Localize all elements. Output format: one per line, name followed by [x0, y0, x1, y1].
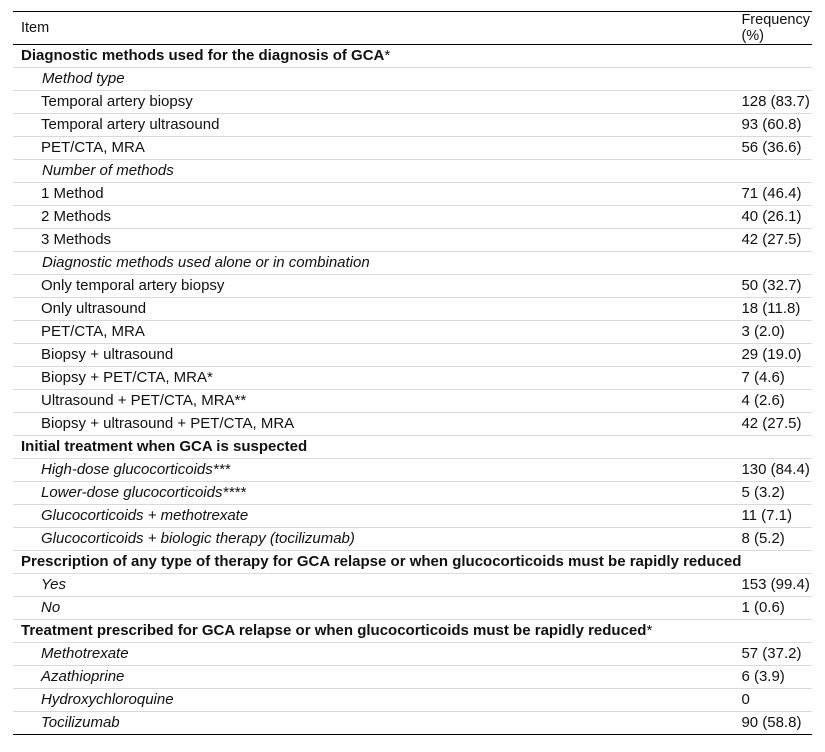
- subheader-row: [13, 160, 812, 183]
- frequency-cell: 71 (46.4): [741, 185, 802, 202]
- table-row: [13, 482, 812, 505]
- item-label: Diagnostic methods used for the diagnosis of GCA: [21, 47, 385, 64]
- item-label: High-dose glucocorticoids***: [41, 461, 231, 478]
- item-label: 2 Methods: [41, 208, 112, 225]
- item-label: 1 Method: [41, 185, 104, 202]
- table-row: [13, 91, 812, 114]
- table-row: [13, 298, 812, 321]
- frequency-cell: 0: [741, 691, 750, 708]
- item-label: Only ultrasound: [41, 300, 147, 317]
- frequency-cell: 153 (99.4): [741, 576, 810, 593]
- item-cell: [13, 390, 741, 413]
- frequency-cell: 29 (19.0): [741, 346, 802, 363]
- item-cell: [13, 413, 741, 436]
- item-cell: [13, 298, 741, 321]
- item-label: Number of methods: [42, 162, 174, 179]
- item-label: Yes: [41, 576, 67, 593]
- frequency-cell: 8 (5.2): [741, 530, 785, 547]
- item-cell: [13, 252, 741, 275]
- frequency-cell: 42 (27.5): [741, 231, 802, 248]
- item-cell: [13, 643, 741, 666]
- frequency-cell: 93 (60.8): [741, 116, 802, 133]
- table-row: [13, 321, 812, 344]
- table-row: [13, 666, 812, 689]
- item-label: Temporal artery ultrasound: [41, 116, 220, 133]
- table-row: [13, 574, 812, 597]
- item-label: PET/CTA, MRA: [41, 139, 145, 156]
- table-row: [13, 413, 812, 436]
- frequency-cell: 56 (36.6): [741, 139, 802, 156]
- frequency-cell: [741, 252, 812, 275]
- item-cell: [13, 344, 741, 367]
- table-row: [13, 367, 812, 390]
- table-row: [13, 137, 812, 160]
- table-row: [13, 505, 812, 528]
- table-row: [13, 275, 812, 298]
- item-cell: [13, 91, 741, 114]
- item-cell: [13, 620, 741, 643]
- item-cell: [13, 229, 741, 252]
- table-row: [13, 597, 812, 620]
- frequency-cell: 5 (3.2): [741, 484, 785, 501]
- item-cell: [13, 436, 741, 459]
- table-row: [13, 643, 812, 666]
- item-cell: [13, 505, 741, 528]
- table-row: [13, 390, 812, 413]
- table-row: [13, 459, 812, 482]
- item-cell: [13, 275, 741, 298]
- item-label: Only temporal artery biopsy: [41, 277, 225, 294]
- frequency-cell: 11 (7.1): [741, 507, 793, 524]
- item-label: Biopsy + PET/CTA, MRA*: [41, 369, 213, 386]
- item-cell: [13, 666, 741, 689]
- frequency-cell: 40 (26.1): [741, 208, 802, 225]
- table-header: [13, 12, 812, 45]
- item-cell: [13, 367, 741, 390]
- table-row: [13, 114, 812, 137]
- item-cell: [13, 574, 741, 597]
- table-row: [13, 183, 812, 206]
- frequency-cell: 3 (2.0): [741, 323, 785, 340]
- item-label: Biopsy + ultrasound + PET/CTA, MRA: [41, 415, 295, 432]
- frequency-cell: 42 (27.5): [741, 415, 802, 432]
- frequency-cell: 130 (84.4): [741, 461, 810, 478]
- footnote-mark: *: [384, 47, 391, 64]
- item-cell: [13, 137, 741, 160]
- item-label: Methotrexate: [41, 645, 129, 662]
- table-row: [13, 229, 812, 252]
- frequency-cell: 90 (58.8): [741, 714, 802, 731]
- table-row: [13, 712, 812, 735]
- section-header-row: [13, 551, 812, 574]
- frequency-cell: [741, 68, 812, 91]
- item-cell: [13, 597, 741, 620]
- table-row: [13, 206, 812, 229]
- item-label: Prescription of any type of therapy for GCA relapse or when glucocorticoids must be rapidly reduced: [21, 553, 742, 570]
- item-cell: [13, 689, 741, 712]
- item-label: Lower-dose glucocorticoids****: [41, 484, 246, 501]
- table-row: [13, 528, 812, 551]
- section-header-row: [13, 436, 812, 459]
- subheader-row: [13, 252, 812, 275]
- frequency-cell: [741, 436, 812, 459]
- frequency-cell: 1 (0.6): [741, 599, 785, 616]
- item-label: PET/CTA, MRA: [41, 323, 145, 340]
- section-header-row: [13, 620, 812, 643]
- item-label: Glucocorticoids + biologic therapy (tocilizumab): [41, 530, 355, 547]
- footnote-mark: *: [646, 622, 653, 639]
- item-cell: [13, 206, 741, 229]
- item-label: No: [41, 599, 61, 616]
- table-body: [13, 45, 812, 735]
- frequency-cell: 50 (32.7): [741, 277, 802, 294]
- item-column-header: Item: [21, 20, 50, 36]
- frequency-cell: [741, 620, 812, 643]
- frequency-cell: 18 (11.8): [741, 300, 801, 317]
- item-cell: [13, 183, 741, 206]
- item-cell: [13, 528, 741, 551]
- item-cell: [13, 160, 741, 183]
- frequency-cell: 7 (4.6): [741, 369, 785, 386]
- frequency-cell: [741, 160, 812, 183]
- item-label: Temporal artery biopsy: [41, 93, 193, 110]
- item-label: Method type: [42, 70, 125, 87]
- item-label: Initial treatment when GCA is suspected: [21, 438, 308, 455]
- item-cell: [13, 114, 741, 137]
- item-cell: [13, 321, 741, 344]
- item-label: Hydroxychloroquine: [41, 691, 174, 708]
- frequency-table: [13, 11, 812, 735]
- subheader-row: [13, 68, 812, 91]
- item-cell: [13, 68, 741, 91]
- frequency-cell: 128 (83.7): [741, 93, 810, 110]
- item-label: 3 Methods: [41, 231, 112, 248]
- item-label: Azathioprine: [41, 668, 125, 685]
- item-label: Biopsy + ultrasound: [41, 346, 174, 363]
- table-row: [13, 689, 812, 712]
- section-header-row: [13, 45, 812, 68]
- frequency-table-container: [13, 11, 812, 735]
- frequency-cell: 4 (2.6): [741, 392, 785, 409]
- item-label: Ultrasound + PET/CTA, MRA**: [41, 392, 247, 409]
- header-row: [13, 12, 812, 45]
- frequency-cell: 6 (3.9): [741, 668, 785, 685]
- item-label: Treatment prescribed for GCA relapse or when glucocorticoids must be rapidly reduced: [21, 622, 647, 639]
- item-cell: [13, 482, 741, 505]
- item-cell: [13, 45, 741, 68]
- frequency-column-header: Frequency (%): [741, 12, 810, 44]
- table-row: [13, 344, 812, 367]
- item-cell: [13, 551, 741, 574]
- item-label: Glucocorticoids + methotrexate: [41, 507, 249, 524]
- item-cell: [13, 459, 741, 482]
- frequency-cell: [741, 45, 812, 68]
- frequency-cell: [741, 551, 812, 574]
- item-label: Tocilizumab: [41, 714, 120, 731]
- item-label: Diagnostic methods used alone or in combination: [42, 254, 370, 271]
- item-cell: [13, 712, 741, 735]
- frequency-cell: 57 (37.2): [741, 645, 802, 662]
